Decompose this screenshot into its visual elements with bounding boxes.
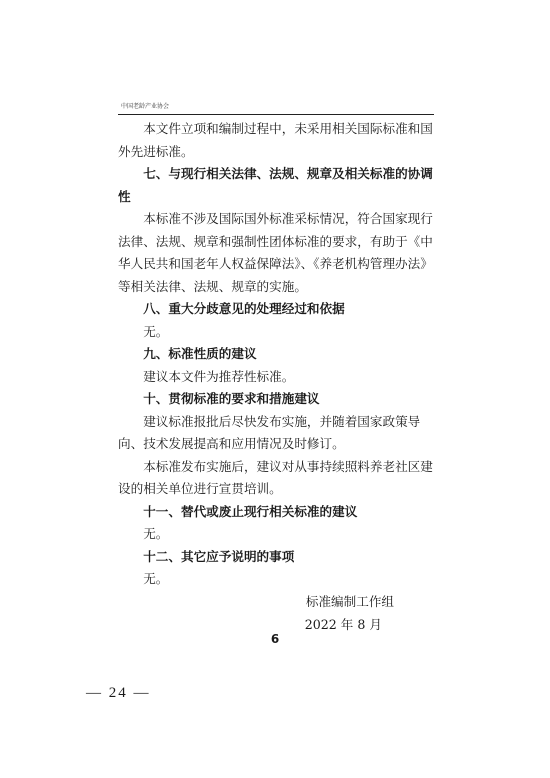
section-heading: 九、标准性质的建议 xyxy=(143,346,257,361)
paragraph: 无。 xyxy=(143,526,169,541)
section-heading: 十、贯彻标准的要求和措施建议 xyxy=(143,391,320,406)
outer-page-number: — 24 — xyxy=(86,685,151,701)
inner-page-number: 6 xyxy=(270,632,280,646)
section-heading: 十一、替代或废止现行相关标准的建议 xyxy=(143,503,358,519)
section-heading: 七、与现行相关法律、法规、规章及相关标准的协调性 xyxy=(118,166,433,204)
signature-group: 标准编制工作组 xyxy=(305,593,394,609)
section-heading: 十二、其它应予说明的事项 xyxy=(143,548,295,564)
header-organization: 中国老龄产业协会 xyxy=(121,103,170,110)
paragraph: 本标准发布实施后，建议对从事持续照料养老社区建设的相关单位进行宣贯培训。 xyxy=(118,458,433,496)
paragraph: 无。 xyxy=(143,323,169,339)
paragraph: 建议标准报批后尽快发布实施，并随着国家政策导向、技术发展提高和应用情况及时修订。 xyxy=(118,413,421,451)
signature-date: 2022 年 8 月 xyxy=(304,616,382,632)
paragraph: 建议本文件为推荐性标准。 xyxy=(143,368,295,384)
section-heading: 八、重大分歧意见的处理经过和依据 xyxy=(143,301,345,316)
paragraph: 本标准不涉及国际国外标准采标情况，符合国家现行法律、法规、规章和强制性团体标准的要求，有助于《中华人民共和国老年人权益保障法》、《养老机构管理办法》等相关法律、法规、规章的实施。 xyxy=(118,211,433,294)
document-body xyxy=(118,118,434,641)
header-rule xyxy=(118,114,434,115)
paragraph: 无。 xyxy=(143,571,169,586)
paragraph: 本文件立项和编制过程中，未采用相关国际标准和国外先进标准。 xyxy=(118,121,433,159)
